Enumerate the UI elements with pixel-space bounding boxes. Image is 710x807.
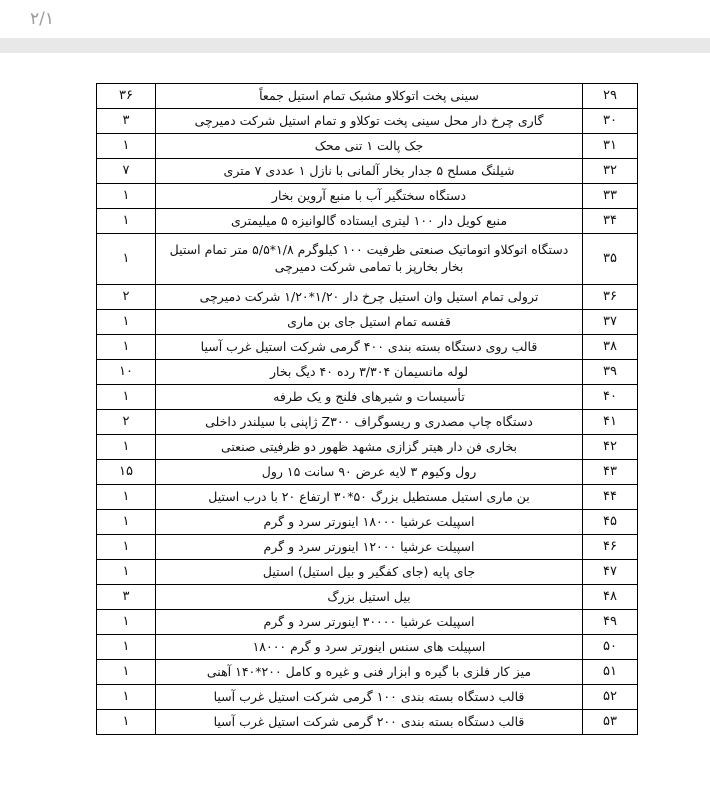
row-number-cell: ۳۸: [583, 335, 638, 360]
row-number-cell: ۳۵: [583, 234, 638, 285]
quantity-cell: ۱: [97, 234, 156, 285]
quantity-cell: ۱: [97, 134, 156, 159]
item-description-cell: جک پالت ۱ تنی محک: [156, 134, 583, 159]
quantity-cell: ۱: [97, 184, 156, 209]
viewer-toolbar: [0, 0, 710, 39]
quantity-cell: ۱: [97, 610, 156, 635]
row-number-cell: ۴۵: [583, 510, 638, 535]
table-row: [97, 209, 638, 234]
item-description-cell: گاری چرخ دار محل سینی پخت توکلاو و تمام استیل شرکت دمیرچی: [156, 109, 583, 134]
table-row: [97, 610, 638, 635]
row-number-cell: ۲۹: [583, 84, 638, 109]
item-description-cell: اسپیلت عرشیا ۳۰۰۰۰ اینورتر سرد و گرم: [156, 610, 583, 635]
table-row: [97, 685, 638, 710]
quantity-cell: ۳۶: [97, 84, 156, 109]
table-row: [97, 310, 638, 335]
row-number-cell: ۳۹: [583, 360, 638, 385]
item-description-cell: رول وکیوم ۳ لایه عرض ۹۰ سانت ۱۵ رول: [156, 460, 583, 485]
row-number-cell: ۳۴: [583, 209, 638, 234]
document-page: [0, 53, 710, 807]
table-row: [97, 510, 638, 535]
page-indicator: ۲/۱: [30, 9, 54, 29]
item-description-cell: بخاری فن دار هیتر گزازی مشهد ظهور دو ظرفیتی صنعتی: [156, 435, 583, 460]
table-row: [97, 710, 638, 735]
table-row: [97, 635, 638, 660]
row-number-cell: ۴۹: [583, 610, 638, 635]
quantity-cell: ۱: [97, 485, 156, 510]
row-number-cell: ۴۰: [583, 385, 638, 410]
row-number-cell: ۳۳: [583, 184, 638, 209]
row-number-cell: ۵۲: [583, 685, 638, 710]
item-description-cell: اسپیلت های سنس اینورتر سرد و گرم ۱۸۰۰۰: [156, 635, 583, 660]
row-number-cell: ۴۸: [583, 585, 638, 610]
quantity-cell: ۳: [97, 109, 156, 134]
item-description-cell: قالب روی دستگاه بسته بندی ۴۰۰ گرمی شرکت استیل غرب آسیا: [156, 335, 583, 360]
table-row: [97, 410, 638, 435]
quantity-cell: ۲: [97, 285, 156, 310]
quantity-cell: ۱: [97, 710, 156, 735]
row-number-cell: ۴۲: [583, 435, 638, 460]
table-row: [97, 485, 638, 510]
table-row: [97, 360, 638, 385]
quantity-cell: ۲: [97, 410, 156, 435]
item-description-cell: منبع کویل دار ۱۰۰ لیتری ایستاده گالوانیزه ۵ میلیمتری: [156, 209, 583, 234]
item-description-cell: اسپیلت عرشیا ۱۸۰۰۰ اینورتر سرد و گرم: [156, 510, 583, 535]
table-row: [97, 560, 638, 585]
row-number-cell: ۴۴: [583, 485, 638, 510]
quantity-cell: ۱: [97, 535, 156, 560]
item-description-cell: قفسه تمام استیل جای بن ماری: [156, 310, 583, 335]
quantity-cell: ۱: [97, 385, 156, 410]
table-row: [97, 435, 638, 460]
quantity-cell: ۱: [97, 335, 156, 360]
table-row: [97, 460, 638, 485]
quantity-cell: ۱: [97, 560, 156, 585]
quantity-cell: ۱: [97, 435, 156, 460]
table-row: [97, 134, 638, 159]
row-number-cell: ۵۳: [583, 710, 638, 735]
table-row: [97, 335, 638, 360]
item-description-cell: جای پایه (جای کفگیر و بیل استیل) استیل: [156, 560, 583, 585]
quantity-cell: ۳: [97, 585, 156, 610]
item-description-cell: سینی پخت اتوکلاو مشبک تمام استیل جمعاً: [156, 84, 583, 109]
inventory-table-body: [97, 84, 638, 735]
row-number-cell: ۴۷: [583, 560, 638, 585]
table-row: [97, 285, 638, 310]
quantity-cell: ۱: [97, 209, 156, 234]
quantity-cell: ۱: [97, 510, 156, 535]
table-row: [97, 585, 638, 610]
item-description-cell: تأسیسات و شیرهای فلنج و یک طرفه: [156, 385, 583, 410]
row-number-cell: ۳۰: [583, 109, 638, 134]
item-description-cell: دستگاه چاپ مصدری و ریسوگراف Z۳۰۰ ژاپنی با سیلندر داخلی: [156, 410, 583, 435]
item-description-cell: قالب دستگاه بسته بندی ۲۰۰ گرمی شرکت استیل غرب آسیا: [156, 710, 583, 735]
row-number-cell: ۳۶: [583, 285, 638, 310]
item-description-cell: اسپیلت عرشیا ۱۲۰۰۰ اینورتر سرد و گرم: [156, 535, 583, 560]
quantity-cell: ۱: [97, 660, 156, 685]
row-number-cell: ۴۳: [583, 460, 638, 485]
item-description-cell: دستگاه اتوکلاو اتوماتیک صنعتی ظرفیت ۱۰۰ کیلوگرم ۱/۸*۵/۵ متر تمام استیل بخار بخارپز با تمامی شرکت دمیرچی: [156, 234, 583, 285]
item-description-cell: قالب دستگاه بسته بندی ۱۰۰ گرمی شرکت استیل غرب آسیا: [156, 685, 583, 710]
item-description-cell: ترولی تمام استیل وان استیل چرخ دار ۱/۲۰*۱/۲۰ شرکت دمیرچی: [156, 285, 583, 310]
quantity-cell: ۱: [97, 635, 156, 660]
item-description-cell: میز کار فلزی با گیره و ابزار فنی و غیره و کامل ۲۰۰*۱۴۰ آهنی: [156, 660, 583, 685]
item-description-cell: شیلنگ مسلح ۵ جدار بخار آلمانی با نازل ۱ عددی ۷ متری: [156, 159, 583, 184]
row-number-cell: ۵۰: [583, 635, 638, 660]
table-row: [97, 159, 638, 184]
quantity-cell: ۱: [97, 310, 156, 335]
row-number-cell: ۳۷: [583, 310, 638, 335]
table-row: [97, 84, 638, 109]
item-description-cell: دستگاه سختگیر آب با منبع آروین بخار: [156, 184, 583, 209]
inventory-table: [96, 83, 638, 735]
item-description-cell: بن ماری استیل مستطیل بزرگ ۵۰*۳۰ ارتفاع ۲۰ با درب استیل: [156, 485, 583, 510]
page-gap: [0, 38, 710, 53]
row-number-cell: ۳۲: [583, 159, 638, 184]
item-description-cell: بیل استیل بزرگ: [156, 585, 583, 610]
table-row: [97, 660, 638, 685]
row-number-cell: ۴۶: [583, 535, 638, 560]
row-number-cell: ۳۱: [583, 134, 638, 159]
quantity-cell: ۷: [97, 159, 156, 184]
quantity-cell: ۱: [97, 685, 156, 710]
row-number-cell: ۵۱: [583, 660, 638, 685]
table-row: [97, 109, 638, 134]
table-row: [97, 535, 638, 560]
item-description-cell: لوله مانسیمان ۳/۳۰۴ رده ۴۰ دیگ بخار: [156, 360, 583, 385]
row-number-cell: ۴۱: [583, 410, 638, 435]
table-row: [97, 385, 638, 410]
table-row: [97, 184, 638, 209]
table-row: [97, 234, 638, 285]
quantity-cell: ۱۰: [97, 360, 156, 385]
quantity-cell: ۱۵: [97, 460, 156, 485]
